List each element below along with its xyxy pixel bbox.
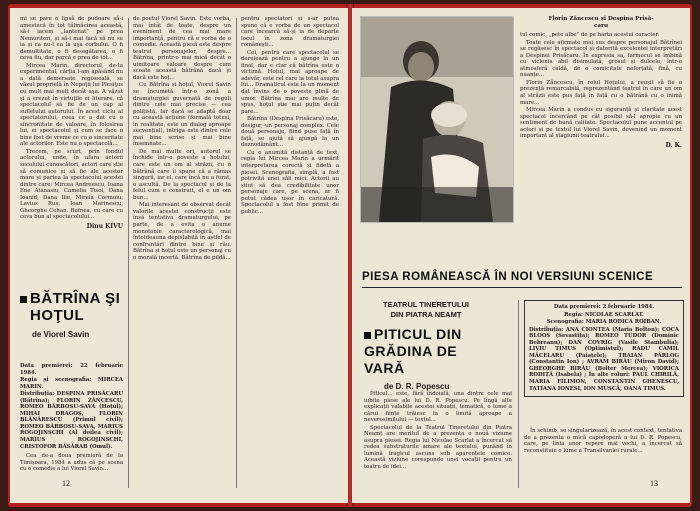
paragraph: mi se pare o lipsă de pudoare să-i amestecă în tot tălmăcirea această, să-i iacem „lantenat" pe prea Nemuritori, și să-i mai facă să nu se ia și ca nu-l ea la uşa corbului. O fi demultitate, o fi desegătarea, o fi ceva fiu, dar parcă e prea de tot... <box>20 16 123 62</box>
caption-line: caru <box>593 22 609 29</box>
article1-author: de Viorel Savin <box>32 330 90 339</box>
left-col-2 <box>133 16 231 262</box>
section-banner-headline: PIESA ROMÂNEASCĂ ÎN NOI VERSIUNI SCENICE <box>362 270 682 288</box>
bullet-square-icon <box>20 296 27 303</box>
magazine-spread <box>8 4 692 507</box>
credit-line: Scenografia: MARIA RODICA ROIBAN. <box>546 319 662 326</box>
paragraph: Trecem, pe scurt, prin fondul actorului, unde, în afara actorii secolului cunoscători, actori care știe să comunice și să fie ale acestor mare și partea la spectacolul acestei dintre care: Mircea Andreescu, Ioana Ene Atanasiu, Camelia Tisoi, Dana Ioanid, Dana Ilie, Mirela Cormoiu, Lavius Rus, Ioan Marinescu, Gheorghe Cehan. Bufnea, cu care cu ceva bun al spectacolului... <box>20 148 123 221</box>
signature: Dinu KIVU <box>86 222 123 230</box>
column-divider <box>236 18 237 488</box>
credit-line: Distribuția: ANA CIONTEA (Maria Bolton); COCA BLOOS (Sevastița); ROMEO TUDOR (Dominic Bebreanu); DAN COVRIG (Vasile Stambulia); LIVIU TIMUS (Optimistul); RADU CAMIL MĂCELARU (Paiațele); TRAIAN PÂRLOG (Constantin Ion) ; AVRAM BIRĂU (Miron David); GHEORGHE BIRĂU (Bolter Mercea); VIORICA RODIȚĂ (Isabela) ; În alte roluri: PAUL CHIRILĂ, MARIA FILIMON, CONSTANTIN GHENESCU, TATIANA IONESI, ION MUSCĂ, OANA TIMUS. <box>529 326 679 392</box>
signature: D. K. <box>665 141 682 149</box>
credit-line: Regia: NICOLAE SCARLAT. <box>564 311 644 318</box>
article2-credits-box <box>524 300 684 397</box>
credit-line: Data premierei: 2 februarie 1984. <box>553 304 655 310</box>
page-number: 12 <box>62 479 70 488</box>
stage-photo <box>360 16 514 223</box>
paragraph: În schimb, se singularizează, în acest context, tentativa de a prezenta o mică capodoperă a lui D. R. Popescu, care, pe linia unor repere mai vechi, a încercat să reconstituie o lume a Transilvaniei rurale... <box>524 428 682 454</box>
theater-name-line: DIN PIATRA NEAMȚ <box>390 310 462 319</box>
paragraph: Mircea Marin a condus cu siguranță și claritate acest spectacol încercând pe cât posibil să-l apropie cu un sentiment de bună calitate. Spectacolul pune accentul pe actori și pe textul lui Viorel Savin, devenind un moment important al stagiunii teatrului... <box>520 107 682 140</box>
paragraph: pentru spectatori și s-ar putea spune că e vorba de un spectacol care încearcă să-și ia de departe locul în zona dramaturgiei românești... <box>241 16 339 49</box>
article2-heading <box>364 326 494 391</box>
article2-title-line2: GRĂDINA DE VARĂ <box>364 343 458 376</box>
paragraph: De mai multe ori, autorul se închide într-o poveste a hoțului, care este un om al străzii, cu o bătrână care îi spune că a rămas singură, iar el, care încă nu a furat, o ascultă. De la spectacol și de la felul cum e construit, el e un om bun... <box>133 148 231 201</box>
paragraph: Cea de-a doua premieră de la Timișoara, 1984 a adus că pe scena cu o comedie a lui Viorel Savin... <box>20 453 123 473</box>
article1-title-line1: BĂTRÎNA ŞI <box>30 290 121 307</box>
article2-author: de D. R. Popescu <box>384 382 450 391</box>
right-page <box>352 8 690 503</box>
theater-name <box>366 300 486 320</box>
bullet-square-icon <box>364 332 371 339</box>
actors-photo-illustration <box>361 17 513 222</box>
left-col-3 <box>241 16 339 216</box>
credit-line: Data premierei: 22 februarie 1984. <box>20 363 123 376</box>
paragraph: Florin Zăncescu, în rolul Hoțului, a reușit să fie o prezență remarcabilă, reprezentând teatrul în care un om al străzii este pus față în față cu o bătrână cu o inimă mare... <box>520 79 682 106</box>
paragraph: Piticul... este, fără îndoială, una dintre cele mai iubite piese ale lui D. R. Popescu. Pe lîngă alte explicații valabile acestei situații, tematică, o lume a cărui ființe trăiesc la o limită aproape a neverosimilului — textul... <box>364 391 512 424</box>
article2-title-line1: PITICUL DIN <box>374 326 462 342</box>
paragraph: Mircea Marin, directorul, de-ta experimental, cărția l-am apăsând nu a dată demersate regiseeală, se văzut proprielă în Nepoţii lui Plesiţus cu mult mai mult decât aşa. A văzut şi a crezut în virtuţile ei literare, că spectacolul să fie de un cap al sufletului autorului. În acest ciclu al spectatorului, ceea ce a dat cu o sincronitate de valoare, în folosirea lui, ei spectacolul și cum se face o bine fost de vreme ce cu o sinceritate ale actorilor. Este nu o spectacolă... <box>20 62 123 148</box>
article2-body <box>364 391 512 472</box>
article2-continuation <box>524 428 682 455</box>
column-divider <box>518 300 519 488</box>
paragraph: Cel, pentru care spectacolul se derulează pentru a ajunge la un final, dar e clar că bătrîna este o victimă. Hoțul, mai aproape de adevăr, este cel care ia totul asupra lui... Dramaticul este la un moment dat învins de o poveste plină de umor. Bătrîna mai are multe de spus, hoțul știe mai puțin decât pare... <box>241 49 339 115</box>
paragraph: Toate cele afirmate mai sus despre personajul Bătrînei se regăsesc în spectacol și datorită excelentei interpretări a Despinei Prisăcaru. În expresia sa, farmecul se îmbină cu viclenia abil disimulată, grosul și dulcele, într-o atmosferă caldă, de o comicitate neforțată, fină, cu nuanțe... <box>520 39 682 79</box>
paragraph: Cu o anumită distanță de text, regia lui Mircea Marin a urmărit interpretarea corectă și fidelă a piesei. Scenografia, simplă, a fost potrivită unei săli mici. Actorii au știut să dea credibilitate unor personaje care, pe scena, ar fi putut cădea ușor în caricatură. Spectacolul a fost bine primit de public... <box>241 149 339 215</box>
article1-heading <box>20 290 123 339</box>
caption-line: Florin Zăncescu și Despina Prisă- <box>548 16 654 22</box>
theater-name-line: TEATRUL TINERETULUI <box>383 300 469 309</box>
page-number: 13 <box>650 479 658 488</box>
left-page <box>10 8 348 503</box>
paragraph: Mai interesant de observat decât valorile acestei construcții este însă tentativa dramaturgului, pe parte, de a evita o anume monotonie caracterologică, mai întotdeauna depistabilă în astfel de confruntări dintre bine și rău. Bătrîna și hoțul este un personaj cu o morală incertă. Bătrîna de pildă... <box>133 202 231 261</box>
column-divider <box>128 18 129 488</box>
credit-line: Regia și scenografia: MIRCEA MARIN. <box>20 377 123 390</box>
photo-caption <box>520 16 682 29</box>
paragraph: Bătrîna (Despina Prisăcaru) este, desigur, un personaj complex. Cele două personaje, fiind puse față în față, se ajută să ajungă la un deznodământ... <box>241 116 339 149</box>
paragraph: Cu Bătrîna și hoțul, Viorel Savin se încumetă într-o zonă a dramaturgiei guvernată de reguli dintre cele mai precise — cea polițistă. Iar dacă se adaptă doar cu această acțiune (formală totuși, în realitate, este un dialog aproape secvențial), intriga este dintre cele mai bine scrise și mai bine însemnate... <box>133 82 231 148</box>
paragraph: Spectacolul de la Teatrul Tineretului din Piatra Neamț are meritul de a prezenta o nouă viziune asupra piesei. Regia lui Nicolae Scarlat a încercat să redea substraturile amare ale textului, punând în lumină tragicul ascuns sub aparențele comice. Această viziune corespunde unei vocații pentru un teatru de idei... <box>364 424 512 471</box>
article1-credits <box>20 363 123 474</box>
article1-title-line2: HOŢUL <box>30 307 85 324</box>
paragraph: de poetul Viorel Savin. Este vorba, mai întâi de toate, despre un eveniment de cea mai mare importanță, pentru că e vorba de o comedie. Această piesă este despre teatrul personajelor, despre... Bătrîna, printr-o mai mică decât o uimitoare valoare despre cum scoate această bătrână dacă și dacă este hoț... <box>133 16 231 81</box>
left-col-1 <box>20 16 123 231</box>
right-col-upper <box>520 16 682 149</box>
credit-line: Distribuția: DESPINA PRISĂCARU (Bătrîna); FLORIN ZĂNCESCU, ROMEO BĂRBOSU-SAVA (Hoțul); MIHAI DRAGOȘ, FLORIN BLĂNĂRESCU (Primul civil); ROMEO BĂRBOSU-SAVA, MARIUS ROGOJINSCHI (Al doilea civil); MARIUS ROGOJINSCHI, CRISTOFOR BĂSĂRAB (Omul). <box>20 391 123 450</box>
paragraph: tul comic, „pete albe" de pe harta acestui caracter. <box>520 32 660 39</box>
